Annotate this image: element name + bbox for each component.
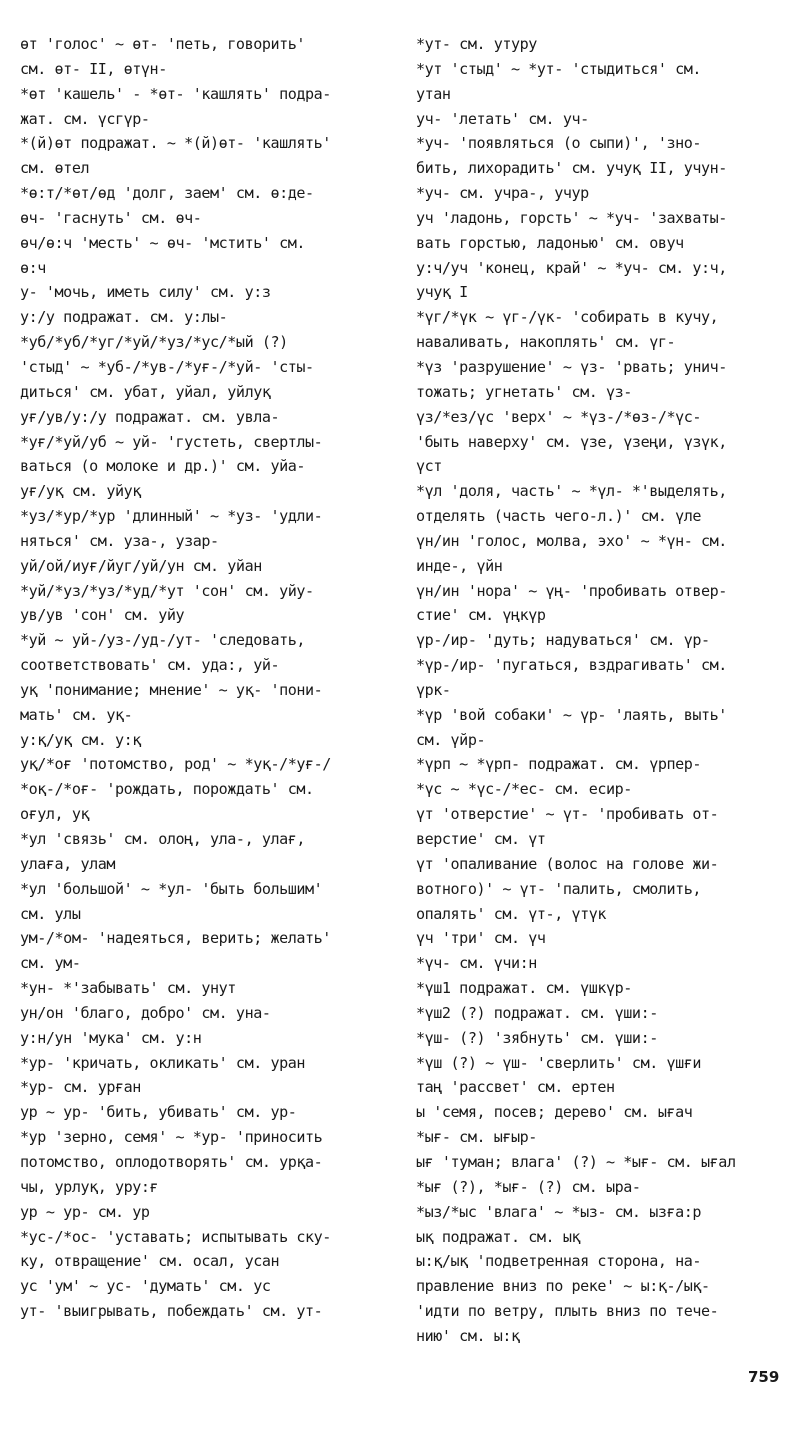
dictionary-line: *ут 'стыд' ~ *ут- 'стыдиться' см. [416,59,702,78]
dictionary-line: ув/ув 'сон' см. уйу [20,606,185,625]
dictionary-line: *үл 'доля, часть' ~ *үл- *'выделять, [416,482,727,501]
dictionary-line: үст [416,457,442,476]
dictionary-line: үн/ин 'нора' ~ үң- 'пробивать отвер- [416,581,727,600]
dictionary-line: *(й)өт подражат. ~ *(й)өт- 'кашлять' [20,134,331,153]
dictionary-line: у- 'мочь, иметь силу' см. у:з [20,283,271,302]
dictionary-line: үн/ин 'голос, молва, эхо' ~ *үн- см. [416,531,727,550]
dictionary-line: үч 'три' см. үч [416,929,546,948]
dictionary-line: ур ~ ур- см. ур [20,1202,150,1221]
dictionary-line: үт 'отверстие' ~ үт- 'пробивать от- [416,805,719,824]
dictionary-line: *уй ~ уй-/уз-/уд-/ут- 'следовать, [20,631,306,650]
right-column [416,32,796,1349]
dictionary-line: уч- 'летать' см. уч- [416,109,589,128]
dictionary-line: *оқ-/*оғ- 'рождать, порождать' см. [20,780,314,799]
dictionary-line: см. үйр- [416,730,486,749]
dictionary-line: улаға, улам [20,854,116,873]
dictionary-line: ваться (о молоке и др.)' см. уйа- [20,457,306,476]
dictionary-line: уғ/уқ см. уйуқ [20,482,141,501]
dictionary-line: үт 'опаливание (волос на голове жи- [416,854,719,873]
dictionary-line: өт 'голос' ~ өт- 'петь, говорить' [20,35,306,53]
dictionary-line: *үш- (?) 'зябнуть' см. үши:- [416,1028,658,1047]
dictionary-line: *ул 'большой' ~ *ул- 'быть большим' [20,879,323,898]
dictionary-line: у:қ/уқ см. у:қ [20,730,141,749]
dictionary-line: ур ~ ур- 'бить, убивать' см. ур- [20,1103,297,1122]
dictionary-line: *үр-/ир- 'пугаться, вздрагивать' см. [416,656,727,675]
dictionary-line: *үз 'разрушение' ~ үз- 'рвать; унич- [416,357,727,376]
dictionary-line: у:н/ун 'мука' см. у:н [20,1028,202,1047]
dictionary-line: ун/он 'благо, добро' см. уна- [20,1003,271,1022]
dictionary-line: мать' см. уқ- [20,705,133,724]
dictionary-line: *ул 'связь' см. олоң, ула-, улағ, [20,830,306,848]
dictionary-line: ө:ч [20,258,46,277]
dictionary-line: опалять' см. үт-, үтүк [416,904,607,923]
dictionary-line: *уч- 'появляться (о сыпи)', 'зно- [416,134,702,153]
dictionary-line: *үс ~ *үс-/*ес- см. есир- [416,780,632,799]
dictionary-line: *үш1 подражат. см. үшкүр- [416,979,632,998]
dictionary-line: вотного)' ~ үт- 'палить, смолить, [416,879,702,898]
dictionary-line: *ус-/*ос- 'уставать; испытывать ску- [20,1227,331,1246]
dictionary-line: ку, отвращение' см. осал, усан [20,1252,280,1271]
dictionary-line: уй/ой/иуғ/йуг/уй/ун см. уйан [20,556,262,575]
dictionary-line: өч/ө:ч 'месть' ~ өч- 'мстить' см. [20,233,306,252]
dictionary-line: няться' см. уза-, узар- [20,531,219,550]
dictionary-line: ық подражат. см. ық [416,1227,581,1246]
dictionary-line: *уб/*уб/*уг/*уй/*уз/*ус/*ый (?) [20,333,288,352]
dictionary-line: уқ/*оғ 'потомство, род' ~ *уқ-/*уғ-/ [20,755,331,774]
dictionary-line: нию' см. ы:қ [416,1326,520,1345]
dictionary-line: ут- 'выигрывать, побеждать' см. ут- [20,1302,323,1321]
dictionary-line: потомство, оплодотворять' см. урқа- [20,1152,323,1171]
dictionary-line: жат. см. үсгүр- [20,109,150,128]
dictionary-line: тожать; угнетать' см. үз- [416,382,632,401]
dictionary-line: стие' см. үңкүр [416,606,546,625]
dictionary-line: *ур- 'кричать, окликать' см. уран [20,1053,306,1072]
dictionary-line: өч- 'гаснуть' см. өч- [20,208,202,227]
dictionary-line: *үрп ~ *үрп- подражат. см. үрпер- [416,755,702,774]
dictionary-line: у:/у подражат. см. у:лы- [20,308,228,327]
dictionary-line: 'стыд' ~ *уб-/*ув-/*уғ-/*уй- 'сты- [20,357,314,376]
dictionary-line: наваливать, накоплять' см. үг- [416,333,676,352]
dictionary-line: уч 'ладонь, горсть' ~ *уч- 'захваты- [416,208,727,227]
page-number: 759 [748,1368,780,1386]
dictionary-line: см. ум- [20,954,81,973]
dictionary-line: *үш2 (?) подражат. см. үши:- [416,1003,658,1022]
left-column [20,32,380,1324]
dictionary-line: *өт 'кашель' - *өт- 'кашлять' подра- [20,84,331,103]
dictionary-line: ы:қ/ық 'подветренная сторона, на- [416,1252,702,1271]
dictionary-line: см. улы [20,904,81,923]
dictionary-line: *уғ/*уй/уб ~ уй- 'густеть, свертлы- [20,432,323,451]
dictionary-line: чы, урлуқ, уру:ғ [20,1177,159,1196]
dictionary-line: диться' см. убат, уйал, уйлуқ [20,382,271,401]
dictionary-line: *ут- см. утуру [416,35,537,53]
dictionary-line: *уй/*уз/*уз/*уд/*ут 'сон' см. уйу- [20,581,314,600]
dictionary-line: бить, лихорадить' см. учуқ II, учун- [416,159,727,178]
dictionary-line: 'быть наверху' см. үзе, үзеңи, үзүк, [416,432,727,451]
dictionary-line: уғ/ув/у:/у подражат. см. увла- [20,407,280,426]
dictionary-line: учуқ I [416,283,468,302]
dictionary-line: ы 'семя, посев; дерево' см. ығач [416,1103,693,1122]
dictionary-line: үз/*ез/үс 'верх' ~ *үз-/*өз-/*үс- [416,407,702,426]
dictionary-line: *уч- см. учра-, учур [416,184,589,203]
dictionary-line: *уз/*ур/*ур 'длинный' ~ *уз- 'удли- [20,507,323,526]
dictionary-line: таң 'рассвет' см. ертен [416,1078,615,1097]
dictionary-line: инде-, үйн [416,556,503,575]
dictionary-line: правление вниз по реке' ~ ы:қ-/ық- [416,1277,710,1296]
dictionary-line: *үч- см. үчи:н [416,954,537,973]
dictionary-line: уқ 'понимание; мнение' ~ уқ- 'пони- [20,680,323,699]
dictionary-line: үр-/ир- 'дуть; надуваться' см. үр- [416,631,710,650]
dictionary-line: *үр 'вой собаки' ~ үр- 'лаять, выть' [416,705,727,724]
dictionary-line: вать горстью, ладонью' см. овуч [416,233,684,252]
dictionary-line: см. өт- II, өтүн- [20,59,167,78]
dictionary-line: *үг/*үк ~ үг-/үк- 'собирать в кучу, [416,308,719,327]
dictionary-line: *ун- *'забывать' см. унут [20,979,236,998]
dictionary-line: ум-/*ом- 'надеяться, верить; желать' [20,929,331,948]
dictionary-line: см. өтел [20,159,90,178]
dictionary-line: *ығ (?), *ығ- (?) см. ыра- [416,1177,641,1196]
dictionary-line: утан [416,84,451,103]
dictionary-line: *үш (?) ~ үш- 'сверлить' см. үшғи [416,1053,702,1072]
dictionary-line: 'идти по ветру, плыть вниз по тече- [416,1302,719,1321]
dictionary-line: оғул, уқ [20,805,90,824]
dictionary-line: *ур 'зерно, семя' ~ *ур- 'приносить [20,1128,323,1147]
dictionary-line: отделять (часть чего-л.)' см. үле [416,507,702,526]
dictionary-line: ус 'ум' ~ ус- 'думать' см. ус [20,1277,271,1296]
dictionary-line: у:ч/уч 'конец, край' ~ *уч- см. у:ч, [416,258,727,277]
dictionary-line: *ур- см. урған [20,1078,141,1097]
dictionary-line: *ығ- см. ығыр- [416,1128,537,1147]
dictionary-line: ығ 'туман; влага' (?) ~ *ығ- см. ығал [416,1152,736,1171]
dictionary-line: *ө:т/*өт/өд 'долг, заем' см. ө:де- [20,184,314,203]
dictionary-line: үрк- [416,680,451,699]
dictionary-line: соответствовать' см. уда:, уй- [20,656,280,675]
dictionary-line: верстие' см. үт [416,830,546,848]
dictionary-line: *ыз/*ыс 'влага' ~ *ыз- см. ызға:р [416,1202,702,1221]
